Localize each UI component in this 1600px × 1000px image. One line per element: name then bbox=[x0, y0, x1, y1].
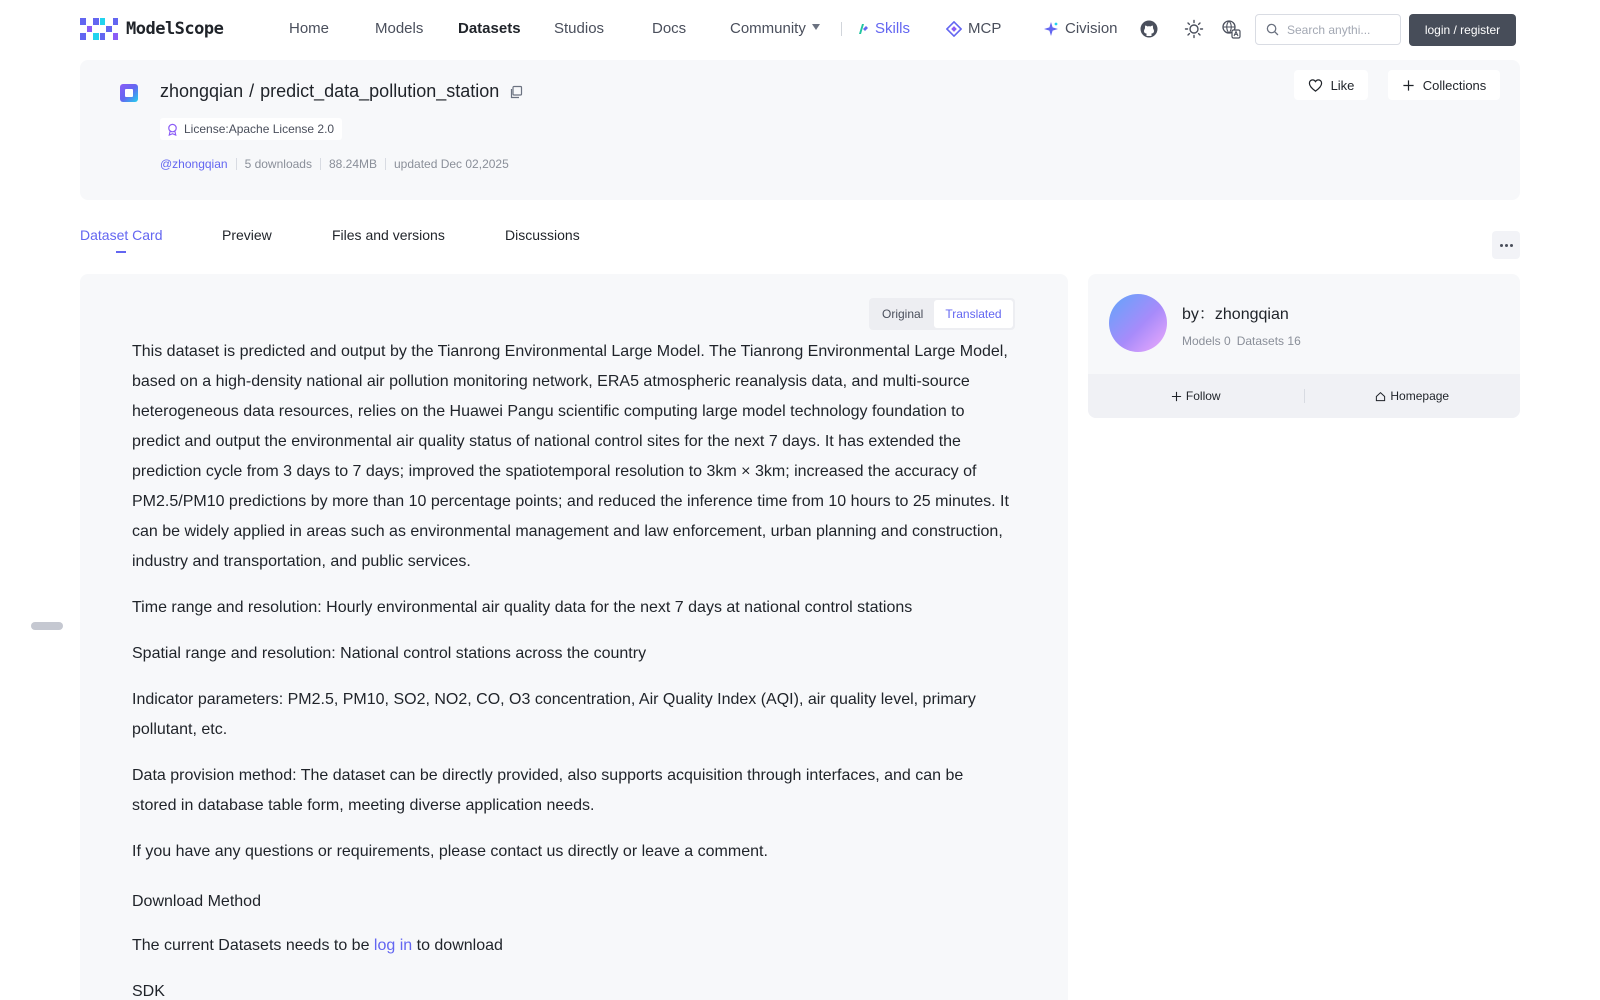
search-input[interactable] bbox=[1287, 23, 1387, 37]
repo-header-card bbox=[80, 60, 1520, 200]
tab-dataset-card[interactable]: Dataset Card bbox=[80, 227, 163, 243]
github-icon[interactable] bbox=[1139, 19, 1159, 39]
nav-skills[interactable] bbox=[856, 20, 910, 37]
login-prefix: The current Datasets needs to be bbox=[132, 937, 374, 954]
readme-paragraph: Data provision method: The dataset can be directly provided, also supports acquisition through interfaces, and can be stored in database table form, meeting diverse application needs. bbox=[132, 767, 964, 814]
license-label: License:Apache License 2.0 bbox=[184, 122, 335, 136]
collections-label: Collections bbox=[1422, 77, 1487, 93]
readme-body bbox=[132, 337, 1012, 1000]
readme-paragraph: This dataset is predicted and output by the Tianrong Environmental Large Model. The Tianrong Environmental Large Model, based on a high-density national air pollution monitoring network, ERA5 atmospheric reanalysis data, and multi-source heterogeneous data resources, relies on the Huawei Pangu scientific computing large model technology foundation to predict and output the environmental air quality status of national control sites for the next 7 days. It has extended the prediction cycle from 3 days to 7 days; improved the spatiotemporal resolution to 3km × 3km; increased the accuracy of PM2.5/PM10 predictions by more than 10 percentage points; and reduced the inference time from 10 hours to 25 minutes. It can be widely applied in areas such as environmental management and law enforcement, urban planning and construction, industry and transportation, and public services. bbox=[132, 343, 1009, 570]
repo-title bbox=[160, 81, 523, 102]
like-label: Like bbox=[1330, 77, 1355, 93]
plus-icon bbox=[1171, 391, 1182, 402]
owner-handle-link[interactable]: @zhongqian bbox=[160, 157, 228, 171]
nav-models[interactable]: Models bbox=[375, 20, 424, 37]
dataset-card-content bbox=[80, 274, 1068, 1000]
caret-down-icon bbox=[812, 24, 820, 30]
author-card bbox=[1088, 274, 1520, 418]
home-icon bbox=[1375, 391, 1386, 402]
sdk-heading: SDK bbox=[132, 983, 165, 1000]
meta-divider bbox=[236, 158, 237, 170]
repo-slash: / bbox=[249, 81, 255, 101]
readme-paragraph: If you have any questions or requirements, please contact us directly or leave a comment. bbox=[132, 843, 768, 860]
follow-label: Follow bbox=[1185, 389, 1221, 403]
readme-paragraph: Spatial range and resolution: National control stations across the country bbox=[132, 645, 647, 662]
nav-civision-label: Civision bbox=[1065, 20, 1118, 37]
login-link[interactable]: log in bbox=[373, 937, 413, 954]
nav-docs[interactable]: Docs bbox=[652, 20, 687, 37]
nav-divider bbox=[841, 22, 842, 36]
more-icon bbox=[1500, 244, 1503, 247]
logo-text: ModelScope bbox=[126, 19, 224, 39]
like-button[interactable] bbox=[1294, 70, 1368, 100]
nav-home[interactable]: Home bbox=[289, 20, 330, 37]
tab-files-and-versions[interactable]: Files and versions bbox=[332, 227, 445, 243]
nav-skills-label: Skills bbox=[875, 20, 911, 37]
sidebar-toggle-handle[interactable] bbox=[31, 622, 63, 630]
login-to-download-text bbox=[132, 931, 1012, 961]
login-suffix: to download bbox=[412, 937, 503, 954]
sparkle-icon bbox=[1043, 21, 1059, 37]
toggle-original[interactable]: Original bbox=[882, 307, 924, 321]
search-box[interactable] bbox=[1255, 14, 1401, 45]
nav-mcp-label: MCP bbox=[968, 20, 1002, 37]
active-tab-indicator bbox=[116, 251, 126, 253]
nav-mcp[interactable] bbox=[946, 20, 1001, 37]
meta-divider bbox=[385, 158, 386, 170]
heart-icon bbox=[1308, 78, 1323, 93]
plus-icon bbox=[1402, 79, 1415, 92]
repo-icon bbox=[120, 84, 138, 102]
top-header bbox=[0, 0, 1600, 58]
models-count[interactable]: Models 0 bbox=[1182, 334, 1231, 348]
download-method-heading: Download Method bbox=[132, 893, 261, 910]
nav-community[interactable] bbox=[730, 20, 820, 37]
repo-name: predict_data_pollution_station bbox=[260, 81, 500, 101]
copy-icon[interactable] bbox=[509, 85, 523, 99]
readme-paragraph: Indicator parameters: PM2.5, PM10, SO2, NO2, CO, O3 concentration, Air Quality Index (AQI), air quality level, primary pollutant, etc. bbox=[132, 691, 976, 738]
dataset-size: 88.24MB bbox=[328, 157, 377, 171]
nav-datasets[interactable]: Datasets bbox=[458, 20, 521, 37]
readme-paragraph: Time range and resolution: Hourly environmental air quality data for the next 7 days at national control stations bbox=[132, 599, 913, 616]
repo-meta bbox=[160, 157, 509, 171]
login-register-button[interactable]: login / register bbox=[1409, 14, 1516, 46]
license-icon bbox=[166, 123, 179, 136]
datasets-count[interactable]: Datasets 16 bbox=[1236, 334, 1301, 348]
sun-icon[interactable] bbox=[1184, 19, 1204, 39]
more-options-button[interactable] bbox=[1492, 231, 1520, 259]
author-name[interactable]: by：zhongqian bbox=[1182, 306, 1289, 323]
homepage-label: Homepage bbox=[1390, 389, 1450, 403]
repo-owner[interactable]: zhongqian bbox=[160, 81, 244, 101]
nav-civision[interactable] bbox=[1043, 20, 1118, 37]
translate-icon[interactable] bbox=[1221, 19, 1241, 39]
logo[interactable] bbox=[80, 18, 223, 40]
skills-icon bbox=[856, 22, 870, 36]
nav-studios[interactable]: Studios bbox=[554, 20, 605, 37]
logo-icon bbox=[80, 18, 118, 40]
homepage-button[interactable] bbox=[1305, 389, 1521, 403]
updated-date: updated Dec 02,2025 bbox=[394, 157, 509, 171]
mcp-icon bbox=[946, 21, 962, 37]
avatar[interactable] bbox=[1109, 294, 1167, 352]
collections-button[interactable] bbox=[1388, 70, 1500, 100]
tab-discussions[interactable]: Discussions bbox=[505, 227, 580, 243]
author-stats bbox=[1182, 334, 1301, 348]
author-actions bbox=[1088, 374, 1520, 418]
search-icon bbox=[1266, 23, 1279, 36]
language-toggle bbox=[869, 298, 1015, 330]
meta-divider bbox=[320, 158, 321, 170]
downloads-count: 5 downloads bbox=[244, 157, 312, 171]
tab-preview[interactable]: Preview bbox=[222, 227, 272, 243]
toggle-translated[interactable]: Translated bbox=[934, 300, 1012, 328]
follow-button[interactable] bbox=[1088, 389, 1304, 403]
nav-community-label: Community bbox=[730, 20, 806, 37]
license-tag[interactable] bbox=[160, 118, 342, 140]
